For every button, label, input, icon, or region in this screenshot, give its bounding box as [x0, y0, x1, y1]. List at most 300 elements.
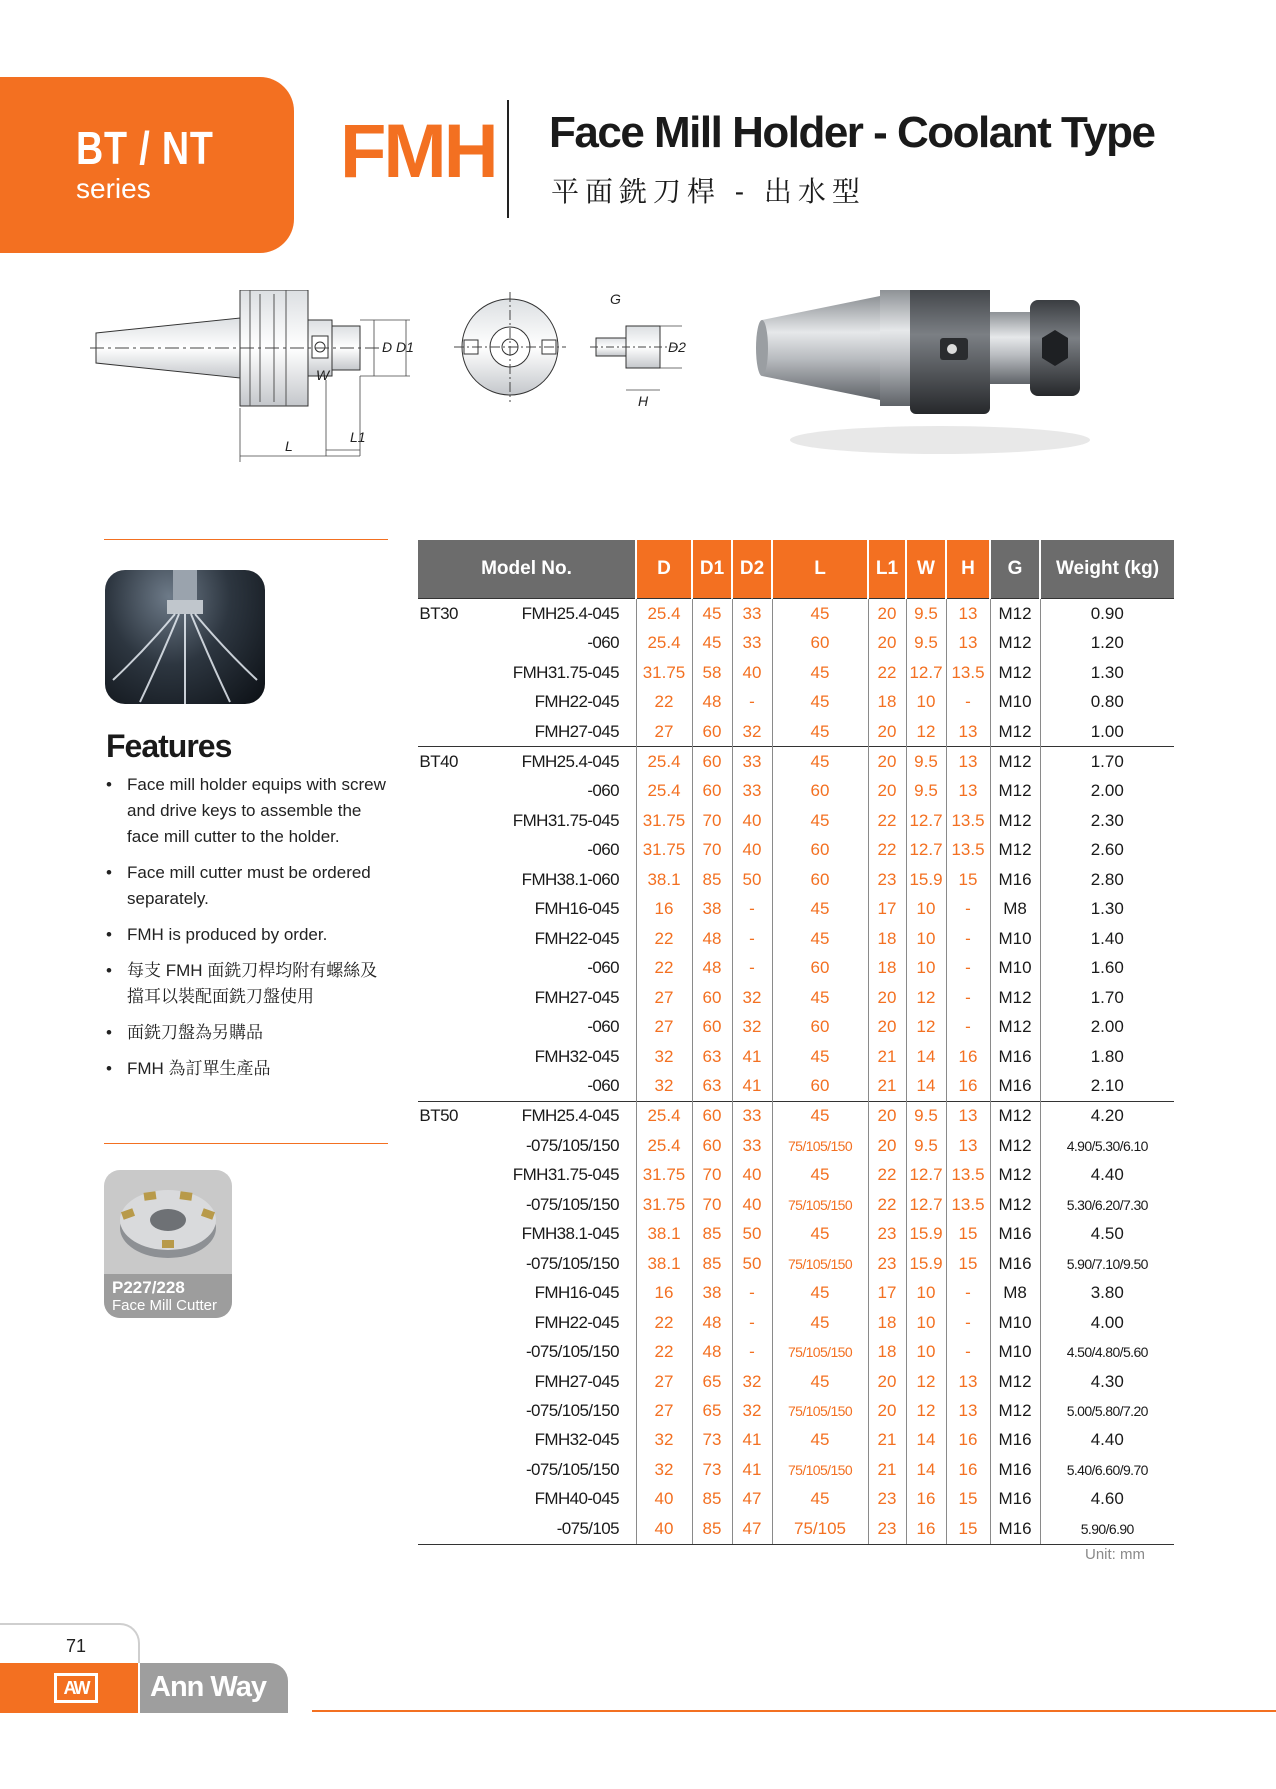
cell-l: 45: [772, 983, 868, 1012]
coolant-spray-icon: [105, 570, 265, 704]
cell-g: M12: [990, 1367, 1040, 1396]
cell-d2: 40: [732, 1190, 772, 1219]
cell-d1: 60: [692, 1131, 732, 1160]
cell-l: 75/105/150: [772, 1190, 868, 1219]
spec-table-body: [418, 599, 1174, 1545]
cell-weight: 4.50: [1040, 1220, 1174, 1249]
cell-h: 13.5: [946, 1161, 990, 1190]
cell-d: 25.4: [636, 777, 692, 806]
table-row: [418, 687, 1174, 716]
model-number: FMH27-045: [534, 987, 619, 1007]
cell-l1: 17: [868, 895, 906, 924]
cell-d: 25.4: [636, 628, 692, 657]
cell-d2: 33: [732, 1131, 772, 1160]
cell-h: 16: [946, 1042, 990, 1071]
col-header-w: W: [906, 540, 946, 599]
table-row: [418, 1012, 1174, 1041]
cell-h: 15: [946, 1220, 990, 1249]
cell-model: [418, 865, 636, 894]
cell-w: 14: [906, 1455, 946, 1484]
cell-w: 12: [906, 983, 946, 1012]
cell-g: M16: [990, 865, 1040, 894]
cell-g: M10: [990, 953, 1040, 982]
cell-d2: 40: [732, 1161, 772, 1190]
cell-model: [418, 983, 636, 1012]
model-number: FMH22-045: [534, 1312, 619, 1332]
cell-l: 60: [772, 1012, 868, 1041]
feature-item: • FMH is produced by order.: [106, 922, 391, 948]
cell-h: 13: [946, 1367, 990, 1396]
cell-weight: 4.20: [1040, 1101, 1174, 1131]
cell-l: 45: [772, 1042, 868, 1071]
cell-d2: -: [732, 953, 772, 982]
cell-l1: 23: [868, 1485, 906, 1514]
cell-w: 16: [906, 1514, 946, 1544]
cell-w: 10: [906, 687, 946, 716]
coolant-spray-photo: [105, 570, 265, 704]
cell-d: 27: [636, 1012, 692, 1041]
cell-d1: 63: [692, 1042, 732, 1071]
model-number: -075/105/150: [526, 1194, 619, 1214]
cell-h: 16: [946, 1426, 990, 1455]
cell-l1: 18: [868, 1308, 906, 1337]
holder-side-view: [90, 290, 414, 462]
table-header-row: [418, 540, 1174, 599]
col-header-weight: Weight (kg): [1040, 540, 1174, 599]
cell-l: 45: [772, 717, 868, 747]
col-header-l: L: [772, 540, 868, 599]
holder-front-view: [454, 292, 566, 402]
cell-model: [418, 1161, 636, 1190]
cell-d1: 85: [692, 865, 732, 894]
cell-l: 45: [772, 1278, 868, 1307]
spec-table: [418, 540, 1174, 1545]
cell-weight: 2.60: [1040, 836, 1174, 865]
cell-w: 15.9: [906, 1249, 946, 1278]
cell-l: 45: [772, 1161, 868, 1190]
cell-d: 38.1: [636, 1249, 692, 1278]
dim-label-d2: D2: [668, 339, 686, 355]
cell-g: M16: [990, 1514, 1040, 1544]
face-mill-cutter-icon: [104, 1170, 232, 1274]
col-header-l1: L1: [868, 540, 906, 599]
cell-d1: 63: [692, 1071, 732, 1101]
cell-h: 13.5: [946, 836, 990, 865]
cell-g: M12: [990, 1190, 1040, 1219]
cell-model: [418, 836, 636, 865]
cell-model: [418, 1278, 636, 1307]
cell-d2: 32: [732, 717, 772, 747]
cell-model: [418, 1367, 636, 1396]
cell-model: [418, 924, 636, 953]
cell-d: 38.1: [636, 1220, 692, 1249]
cell-d: 31.75: [636, 836, 692, 865]
model-number: FMH16-045: [534, 899, 619, 919]
cell-g: M16: [990, 1249, 1040, 1278]
cell-w: 9.5: [906, 777, 946, 806]
cell-d: 32: [636, 1042, 692, 1071]
separator-bottom: [104, 1143, 388, 1144]
cell-l: 45: [772, 1101, 868, 1131]
table-row: [418, 1190, 1174, 1219]
cell-l: 45: [772, 895, 868, 924]
cell-l1: 20: [868, 777, 906, 806]
footer-rule: [312, 1710, 1276, 1712]
dim-label-g: G: [610, 291, 621, 307]
cell-l: 60: [772, 628, 868, 657]
cell-d: 32: [636, 1071, 692, 1101]
dim-label-l: L: [285, 438, 293, 454]
cell-g: M16: [990, 1455, 1040, 1484]
cell-g: M12: [990, 983, 1040, 1012]
cell-w: 12: [906, 1367, 946, 1396]
cell-d: 31.75: [636, 1161, 692, 1190]
cell-g: M12: [990, 1161, 1040, 1190]
feature-item: • Face mill holder equips with screw and drive keys to assemble the face mill cutter to the holder.: [106, 772, 391, 850]
cell-weight: 1.80: [1040, 1042, 1174, 1071]
cell-d2: 33: [732, 777, 772, 806]
table-row: [418, 1278, 1174, 1307]
cell-weight: 2.10: [1040, 1071, 1174, 1101]
cell-d1: 60: [692, 1012, 732, 1041]
cell-h: -: [946, 1012, 990, 1041]
feature-item: • 每支 FMH 面銑刀桿均附有螺絲及擋耳以裝配面銑刀盤使用: [106, 958, 391, 1010]
cell-w: 12.7: [906, 1190, 946, 1219]
cell-l: 45: [772, 1426, 868, 1455]
cell-d1: 65: [692, 1396, 732, 1425]
cell-model: [418, 777, 636, 806]
cell-h: -: [946, 687, 990, 716]
cell-d2: 47: [732, 1485, 772, 1514]
cell-h: 16: [946, 1455, 990, 1484]
cell-d: 27: [636, 1367, 692, 1396]
cell-h: 13: [946, 1101, 990, 1131]
cell-d2: 32: [732, 1367, 772, 1396]
series-word: series: [76, 173, 151, 204]
cell-model: [418, 1455, 636, 1484]
cutter-page-ref: P227/228: [112, 1278, 185, 1297]
cell-w: 10: [906, 953, 946, 982]
cell-g: M12: [990, 1012, 1040, 1041]
cell-weight: 4.90/5.30/6.10: [1040, 1131, 1174, 1160]
cell-d1: 65: [692, 1367, 732, 1396]
cell-g: M12: [990, 658, 1040, 687]
table-row: [418, 777, 1174, 806]
cell-weight: 1.60: [1040, 953, 1174, 982]
cell-d2: 50: [732, 1220, 772, 1249]
model-number: FMH25.4-045: [521, 751, 619, 771]
cell-d: 16: [636, 1278, 692, 1307]
cell-d1: 73: [692, 1426, 732, 1455]
cell-d1: 70: [692, 806, 732, 835]
cell-h: 13: [946, 628, 990, 657]
table-row: [418, 1101, 1174, 1131]
cell-d1: 85: [692, 1249, 732, 1278]
cell-model: [418, 1190, 636, 1219]
cell-d1: 70: [692, 1161, 732, 1190]
cell-l1: 20: [868, 1367, 906, 1396]
cell-g: M16: [990, 1220, 1040, 1249]
cell-weight: 4.40: [1040, 1426, 1174, 1455]
cell-d1: 48: [692, 687, 732, 716]
cell-l1: 22: [868, 836, 906, 865]
cell-l1: 20: [868, 1396, 906, 1425]
cell-d1: 48: [692, 924, 732, 953]
cell-model: [418, 717, 636, 747]
cell-h: 15: [946, 865, 990, 894]
cutter-label: Face Mill Cutter: [112, 1297, 218, 1314]
cell-weight: 2.30: [1040, 806, 1174, 835]
cell-l1: 22: [868, 1190, 906, 1219]
cell-w: 12.7: [906, 836, 946, 865]
col-header-model: Model No.: [418, 540, 636, 599]
cell-d: 22: [636, 1337, 692, 1366]
col-header-d1: D1: [692, 540, 732, 599]
cell-w: 9.5: [906, 1131, 946, 1160]
cell-d: 25.4: [636, 747, 692, 777]
cell-d2: 32: [732, 1396, 772, 1425]
cell-l: 60: [772, 1071, 868, 1101]
cell-l: 45: [772, 924, 868, 953]
page-title-chinese: 平面銑刀桿 - 出水型: [551, 176, 866, 207]
cell-h: 13: [946, 747, 990, 777]
title-divider: [507, 100, 509, 218]
cell-d: 40: [636, 1485, 692, 1514]
cell-weight: 1.40: [1040, 924, 1174, 953]
cell-l: 75/105/150: [772, 1455, 868, 1484]
cell-l1: 22: [868, 658, 906, 687]
cell-model: [418, 1071, 636, 1101]
table-row: [418, 924, 1174, 953]
model-number: FMH40-045: [534, 1489, 619, 1509]
cell-d: 27: [636, 717, 692, 747]
model-number: FMH32-045: [534, 1430, 619, 1450]
cell-g: M12: [990, 1101, 1040, 1131]
model-number: -060: [587, 958, 619, 978]
model-number: -075/105/150: [526, 1342, 619, 1362]
cell-d1: 38: [692, 895, 732, 924]
table-row: [418, 865, 1174, 894]
cell-d2: -: [732, 1278, 772, 1307]
model-number: FMH22-045: [534, 928, 619, 948]
model-number: FMH31.75-045: [512, 662, 619, 682]
cell-w: 14: [906, 1071, 946, 1101]
cell-d1: 60: [692, 983, 732, 1012]
cell-d: 27: [636, 1396, 692, 1425]
cell-h: 13: [946, 717, 990, 747]
cell-model: [418, 1220, 636, 1249]
table-row: [418, 628, 1174, 657]
feature-item: • Face mill cutter must be ordered separately.: [106, 860, 391, 912]
cell-g: M16: [990, 1485, 1040, 1514]
product-render: [756, 290, 1090, 454]
cell-d2: 40: [732, 836, 772, 865]
cell-w: 12: [906, 1396, 946, 1425]
cell-l1: 18: [868, 953, 906, 982]
cell-d: 27: [636, 983, 692, 1012]
cell-model: [418, 1308, 636, 1337]
cell-h: 13: [946, 1131, 990, 1160]
cell-w: 9.5: [906, 747, 946, 777]
cell-d2: 33: [732, 599, 772, 629]
col-header-d: D: [636, 540, 692, 599]
cell-h: 16: [946, 1071, 990, 1101]
cell-weight: 1.00: [1040, 717, 1174, 747]
cell-g: M12: [990, 1396, 1040, 1425]
table-row: [418, 1220, 1174, 1249]
cell-w: 15.9: [906, 865, 946, 894]
cell-weight: 1.20: [1040, 628, 1174, 657]
cell-model: [418, 895, 636, 924]
cell-model: [418, 1514, 636, 1544]
cell-d2: -: [732, 687, 772, 716]
cell-d2: 41: [732, 1042, 772, 1071]
cell-l1: 20: [868, 1101, 906, 1131]
cell-l: 60: [772, 865, 868, 894]
cell-h: 13.5: [946, 658, 990, 687]
cell-d2: 33: [732, 747, 772, 777]
table-row: [418, 895, 1174, 924]
cell-l: 75/105/150: [772, 1396, 868, 1425]
cell-d: 32: [636, 1455, 692, 1484]
cell-l1: 20: [868, 747, 906, 777]
cell-w: 10: [906, 924, 946, 953]
cell-w: 9.5: [906, 599, 946, 629]
cell-d2: 47: [732, 1514, 772, 1544]
cell-weight: 1.70: [1040, 747, 1174, 777]
cell-g: M12: [990, 747, 1040, 777]
cell-l1: 20: [868, 628, 906, 657]
cell-h: -: [946, 1337, 990, 1366]
table-row: [418, 1396, 1174, 1425]
cell-l1: 21: [868, 1455, 906, 1484]
cell-l: 60: [772, 836, 868, 865]
cell-model: [418, 1101, 636, 1131]
cell-h: -: [946, 953, 990, 982]
cell-model: [418, 953, 636, 982]
cell-d2: 50: [732, 1249, 772, 1278]
cell-l: 45: [772, 1220, 868, 1249]
cell-d1: 48: [692, 953, 732, 982]
model-number: -075/105: [556, 1518, 619, 1538]
cell-d1: 48: [692, 1337, 732, 1366]
model-number: -075/105/150: [526, 1459, 619, 1479]
cell-weight: 5.90/7.10/9.50: [1040, 1249, 1174, 1278]
dim-label-d1: D1: [396, 339, 414, 355]
group-prefix: BT50: [419, 1106, 458, 1126]
cell-h: -: [946, 924, 990, 953]
cell-l1: 23: [868, 1249, 906, 1278]
features-heading: Features: [106, 728, 232, 764]
cell-l: 45: [772, 599, 868, 629]
cell-model: [418, 1426, 636, 1455]
cell-l1: 20: [868, 1131, 906, 1160]
cell-g: M12: [990, 836, 1040, 865]
cell-h: 13: [946, 599, 990, 629]
cell-l1: 17: [868, 1278, 906, 1307]
table-row: [418, 1042, 1174, 1071]
cell-h: -: [946, 1278, 990, 1307]
table-row: [418, 806, 1174, 835]
cell-w: 10: [906, 895, 946, 924]
dim-label-h: H: [638, 393, 649, 409]
cell-d1: 85: [692, 1514, 732, 1544]
cell-d1: 48: [692, 1308, 732, 1337]
col-header-d2: D2: [732, 540, 772, 599]
cell-d1: 60: [692, 777, 732, 806]
model-number: FMH22-045: [534, 692, 619, 712]
model-number: -060: [587, 781, 619, 801]
cell-d2: 41: [732, 1426, 772, 1455]
cell-d1: 73: [692, 1455, 732, 1484]
cell-weight: 5.00/5.80/7.20: [1040, 1396, 1174, 1425]
cell-g: M16: [990, 1071, 1040, 1101]
cell-h: 13.5: [946, 1190, 990, 1219]
table-row: [418, 1426, 1174, 1455]
cell-g: M12: [990, 806, 1040, 835]
model-number: -060: [587, 633, 619, 653]
cell-model: [418, 599, 636, 629]
cell-d1: 70: [692, 1190, 732, 1219]
cell-model: [418, 1337, 636, 1366]
table-row: [418, 747, 1174, 777]
group-prefix: BT30: [419, 603, 458, 623]
cell-w: 15.9: [906, 1220, 946, 1249]
cell-l: 60: [772, 777, 868, 806]
cell-w: 9.5: [906, 1101, 946, 1131]
cell-g: M12: [990, 1131, 1040, 1160]
cell-l1: 23: [868, 865, 906, 894]
cell-l: 75/105/150: [772, 1337, 868, 1366]
cell-w: 10: [906, 1337, 946, 1366]
cell-l: 75/105: [772, 1514, 868, 1544]
feature-item: • 面銑刀盤為另購品: [106, 1020, 391, 1046]
cell-l1: 20: [868, 983, 906, 1012]
cell-l: 45: [772, 658, 868, 687]
cell-model: [418, 806, 636, 835]
face-mill-cutter-reference: [104, 1170, 232, 1318]
cell-model: [418, 687, 636, 716]
cell-d: 32: [636, 1426, 692, 1455]
cell-l: 45: [772, 806, 868, 835]
cell-l1: 21: [868, 1042, 906, 1071]
cell-d: 25.4: [636, 1131, 692, 1160]
cell-d2: 32: [732, 983, 772, 1012]
cell-d2: 40: [732, 806, 772, 835]
cell-d1: 38: [692, 1278, 732, 1307]
page-number: 71: [66, 1636, 87, 1656]
cell-d2: 40: [732, 658, 772, 687]
cell-w: 12.7: [906, 658, 946, 687]
cell-weight: 4.50/4.80/5.60: [1040, 1337, 1174, 1366]
cell-weight: 2.00: [1040, 1012, 1174, 1041]
col-header-h: H: [946, 540, 990, 599]
cell-d: 16: [636, 895, 692, 924]
feature-item: • FMH 為訂單生產品: [106, 1056, 391, 1082]
cell-g: M16: [990, 1042, 1040, 1071]
unit-note: Unit: mm: [1085, 1546, 1145, 1563]
cell-d1: 58: [692, 658, 732, 687]
cell-g: M12: [990, 777, 1040, 806]
cell-w: 14: [906, 1426, 946, 1455]
dim-label-d: D: [382, 339, 393, 355]
cell-h: 15: [946, 1249, 990, 1278]
cell-weight: 4.40: [1040, 1161, 1174, 1190]
table-row: [418, 599, 1174, 629]
cell-l1: 18: [868, 687, 906, 716]
model-number: -060: [587, 1017, 619, 1037]
cell-d: 22: [636, 924, 692, 953]
